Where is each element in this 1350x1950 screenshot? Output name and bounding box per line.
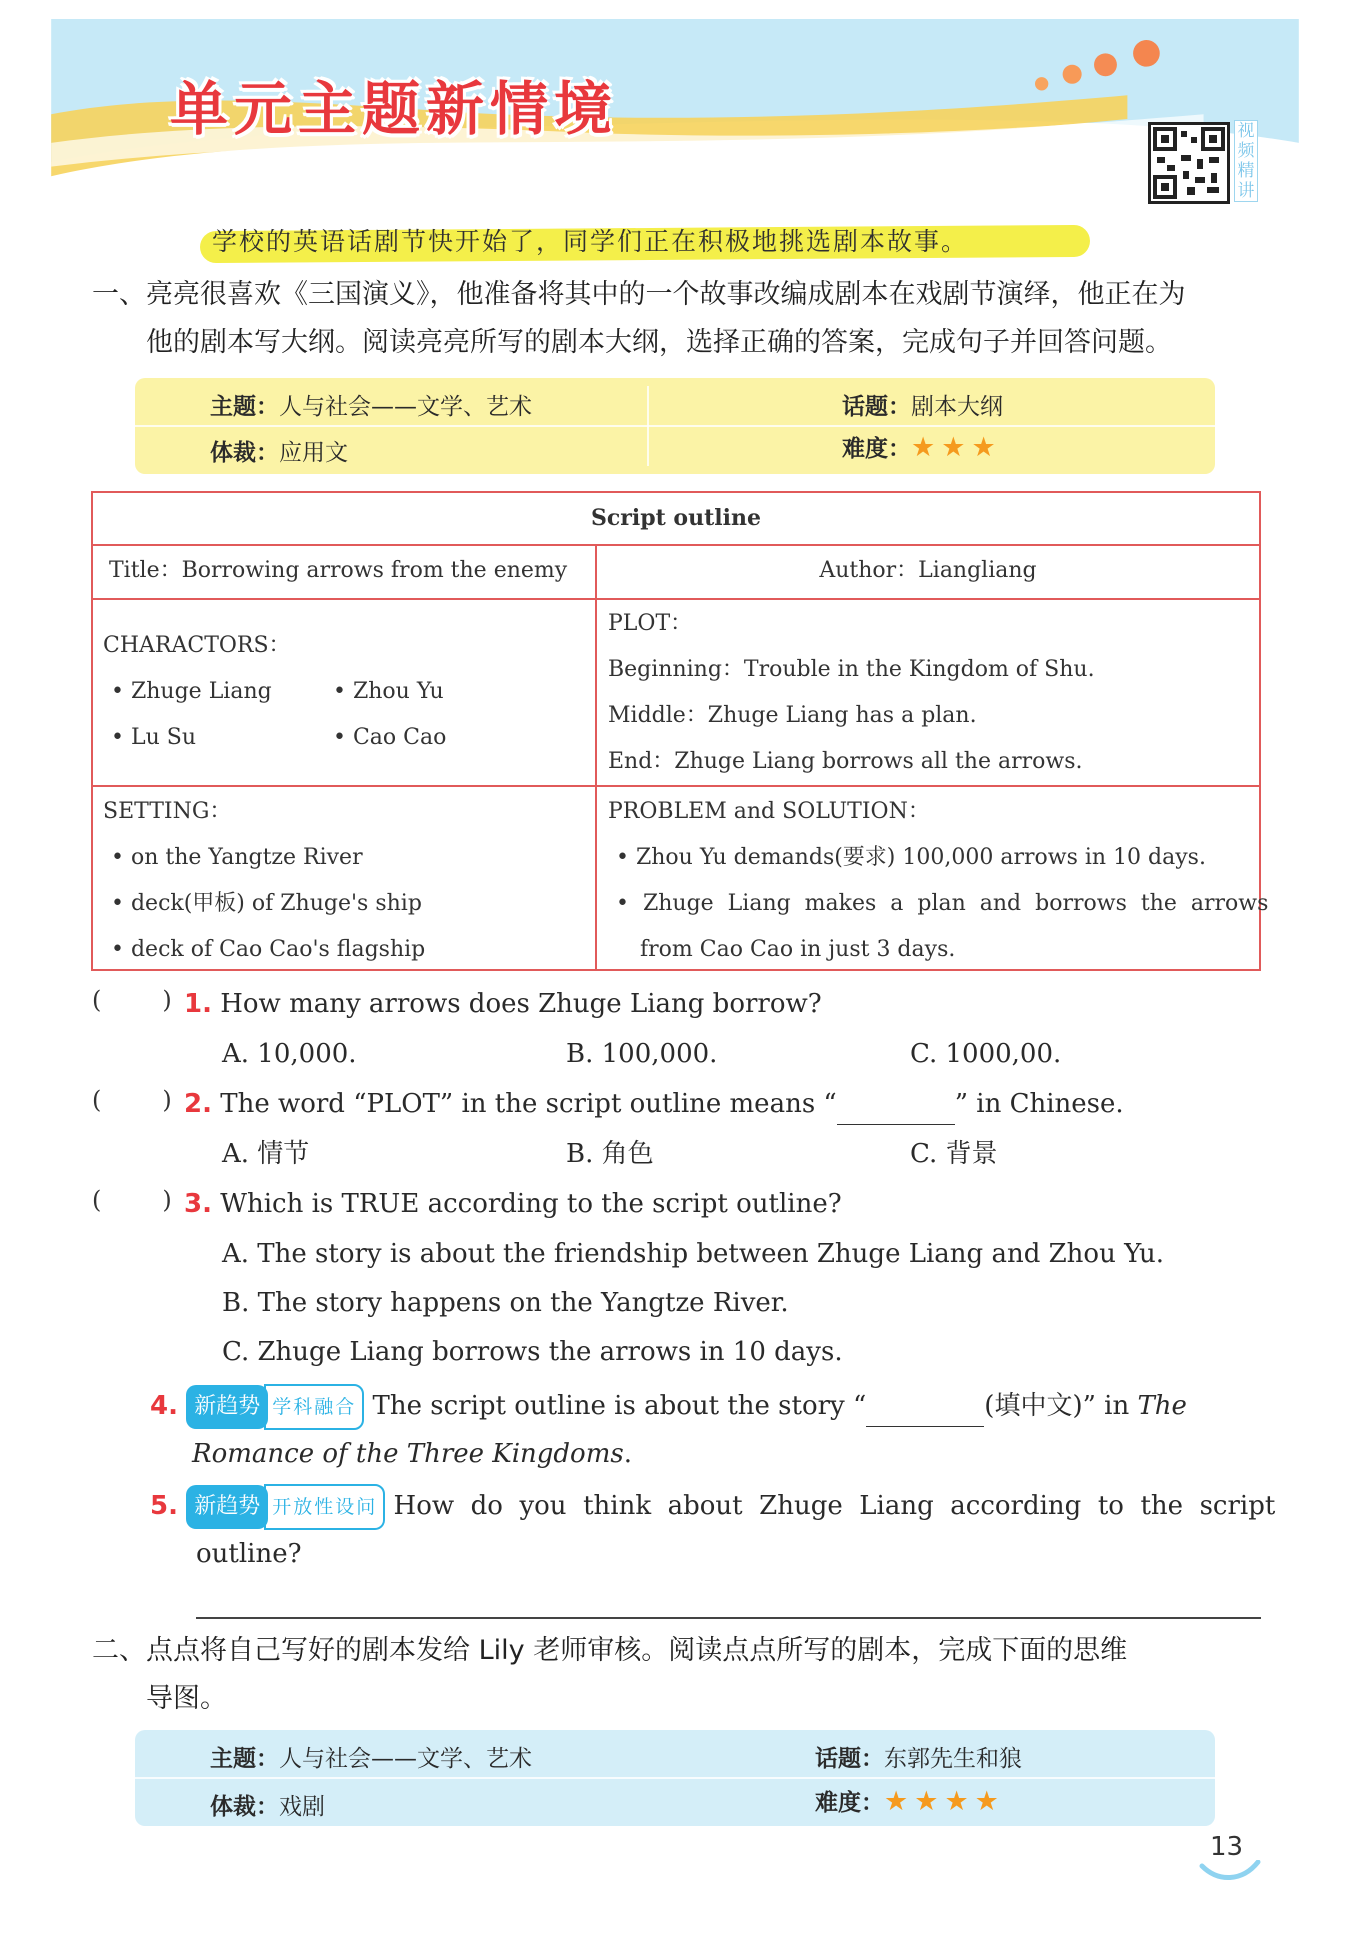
genre-field: 体裁：戏剧 [210,1794,325,1820]
subject-fusion-tag: 学科融合 [264,1384,364,1430]
option-a[interactable]: A. The story is about the friendship between Zhuge Liang and Zhou Yu. [222,1239,1164,1269]
theme-field: 主题：人与社会——文学、艺术 [210,394,532,420]
qr-label: 视频精讲 [1234,120,1258,202]
question-5: 5. 新趋势 开放性设问 How do you think about Zhuge Liang according to the script [150,1484,1275,1530]
qr-code-icon[interactable] [1148,122,1230,204]
character-item: • Zhuge Liang [111,679,272,704]
character-item: • Zhou Yu [333,679,444,704]
unit-title: 单元主题新情境 [170,75,619,143]
characters-label: CHARACTORS： [103,633,291,658]
star-icon: ★ [974,1786,999,1817]
new-trend-tag: 新趋势 [186,1385,268,1429]
answer-line[interactable] [196,1617,1261,1619]
option-b[interactable]: B. 角色 [566,1139,654,1169]
star-icon: ★ [884,1786,909,1817]
star-icon: ★ [911,432,936,463]
outline-heading: Script outline [591,505,761,531]
topic-field: 话题：东郭先生和狼 [815,1746,1022,1772]
intro-text: 学校的英语话剧节快开始了，同学们正在积极地挑选剧本故事。 [212,227,969,256]
theme-field: 主题：人与社会——文学、艺术 [210,1746,532,1772]
difficulty-field: 难度：★ ★ ★ [842,430,1002,463]
answer-bracket[interactable]: ( ) [92,1086,172,1114]
setting-item: • deck of Cao Cao's flagship [111,937,426,962]
answer-blank[interactable] [866,1386,984,1427]
plot-item: Middle：Zhuge Liang has a plan. [608,703,977,728]
question-4-line2: Romance of the Three Kingdoms. [192,1439,632,1469]
setting-label: SETTING： [103,799,232,824]
star-icon: ★ [971,432,996,463]
star-icon: ★ [944,1786,969,1817]
section2-heading-line1: 二、点点将自己写好的剧本发给 Lily 老师审核。阅读点点所写的剧本，完成下面的思维 [92,1635,1128,1666]
option-c[interactable]: C. 背景 [910,1139,998,1169]
option-a[interactable]: A. 10,000. [222,1039,357,1069]
question-2: 2. The word “PLOT” in the script outline means “ ” in Chinese. [184,1084,1124,1125]
script-outline-table [91,491,1269,971]
page-number-swoosh [1198,1860,1262,1884]
answer-bracket[interactable]: ( ) [92,1186,172,1214]
problem-label: PROBLEM and SOLUTION： [608,799,930,824]
difficulty-stars [884,1786,1005,1817]
setting-item: • on the Yangtze River [111,845,363,870]
problem-item: from Cao Cao in just 3 days. [640,937,956,962]
question-4: 4. 新趋势 学科融合 The script outline is about the story “ (填中文)” in The [150,1384,1187,1430]
plot-label: PLOT： [608,611,693,636]
option-b[interactable]: B. 100,000. [566,1039,718,1069]
outline-title: Title：Borrowing arrows from the enemy [109,558,568,583]
outline-author: Author：Liangliang [819,558,1037,583]
question-5-line2: outline? [196,1539,302,1569]
topic-field: 话题：剧本大纲 [842,394,1003,420]
open-question-tag: 开放性设问 [264,1484,385,1530]
plot-item: End：Zhuge Liang borrows all the arrows. [608,749,1083,774]
section1-info-box [135,378,1215,474]
option-b[interactable]: B. The story happens on the Yangtze River. [222,1288,789,1318]
option-c[interactable]: C. 1000,00. [910,1039,1062,1069]
problem-item: • Zhou Yu demands(要求) 100,000 arrows in 10 days. [616,845,1206,870]
page-number: 13 [1210,1832,1244,1862]
problem-item: • Zhuge Liang makes a plan and borrows the arrows [616,891,1269,916]
character-item: • Cao Cao [333,725,447,750]
character-item: • Lu Su [111,725,196,750]
setting-item: • deck(甲板) of Zhuge's ship [111,891,422,916]
section2-info-box [135,1730,1215,1826]
genre-field: 体裁：应用文 [210,440,348,466]
star-icon: ★ [941,432,966,463]
answer-blank[interactable] [837,1084,955,1125]
difficulty-field: 难度：★ ★ ★ ★ [815,1784,1005,1817]
answer-bracket[interactable]: ( ) [92,986,172,1014]
section1-heading-line2: 他的剧本写大纲。阅读亮亮所写的剧本大纲，选择正确的答案，完成句子并回答问题。 [146,327,1172,358]
option-a[interactable]: A. 情节 [222,1139,310,1169]
option-c[interactable]: C. Zhuge Liang borrows the arrows in 10 days. [222,1337,843,1367]
new-trend-tag: 新趋势 [186,1485,268,1529]
question-3: 3. Which is TRUE according to the script outline? [184,1189,842,1219]
plot-item: Beginning：Trouble in the Kingdom of Shu. [608,657,1095,682]
section2-heading-line2: 导图。 [146,1683,227,1714]
section1-heading-line1: 一、亮亮很喜欢《三国演义》，他准备将其中的一个故事改编成剧本在戏剧节演绎，他正在为 [92,279,1186,310]
question-1: 1. How many arrows does Zhuge Liang borrow? [184,989,822,1019]
star-icon: ★ [914,1786,939,1817]
